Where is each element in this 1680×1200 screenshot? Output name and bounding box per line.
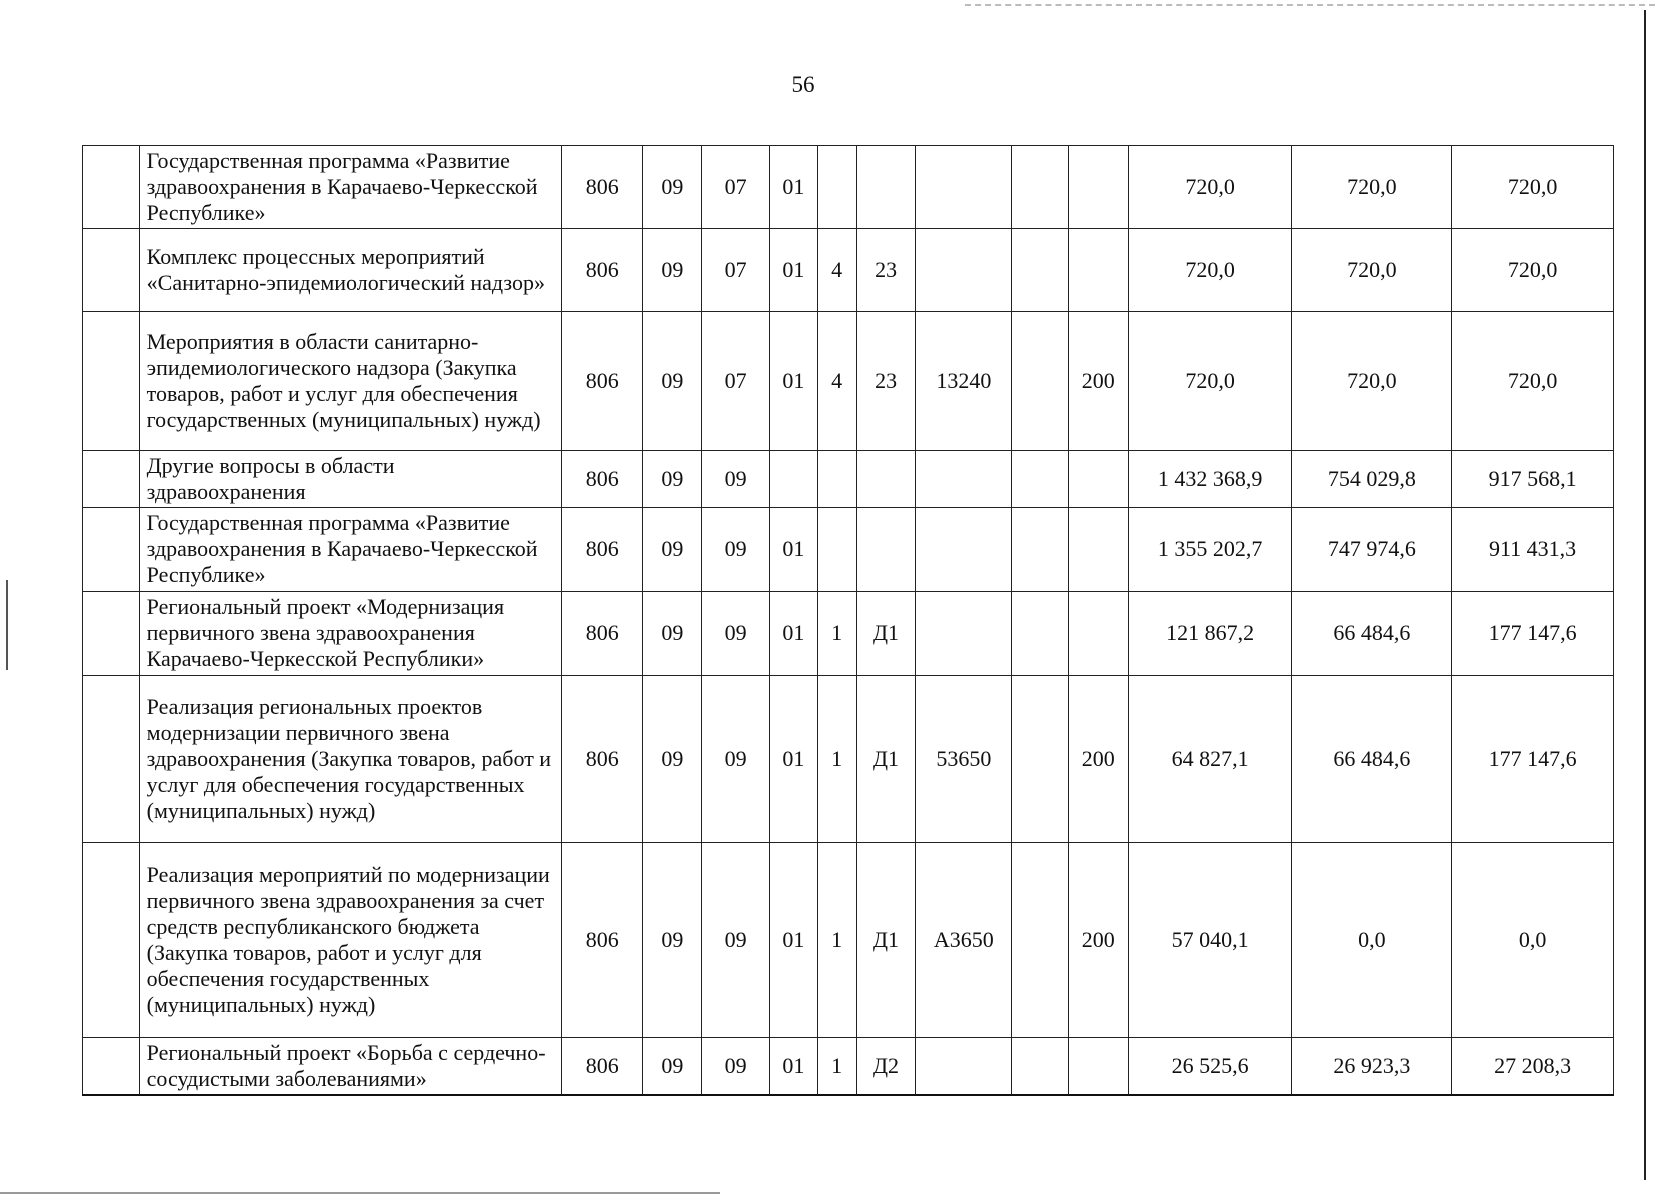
subsection-code: 09 bbox=[702, 451, 770, 508]
item-name: Комплекс процессных мероприятий «Санитарно-эпидемиологический надзор» bbox=[139, 229, 561, 312]
scan-edge-bottom bbox=[0, 1192, 720, 1194]
subprogram-code bbox=[856, 507, 916, 591]
amount-year-2: 66 484,6 bbox=[1292, 675, 1452, 842]
amount-year-1: 720,0 bbox=[1128, 146, 1292, 229]
ministry-code: 806 bbox=[562, 312, 643, 451]
ministry-code: 806 bbox=[562, 675, 643, 842]
ministry-code: 806 bbox=[562, 591, 643, 675]
program-code: 01 bbox=[770, 507, 817, 591]
subprogram-code bbox=[856, 451, 916, 508]
extra-code bbox=[1012, 146, 1069, 229]
ministry-code: 806 bbox=[562, 146, 643, 229]
index-cell bbox=[83, 675, 140, 842]
program-type-code: 1 bbox=[817, 675, 856, 842]
ministry-code: 806 bbox=[562, 229, 643, 312]
extra-code bbox=[1012, 312, 1069, 451]
table-row bbox=[83, 842, 1614, 1037]
program-type-code: 1 bbox=[817, 1037, 856, 1094]
extra-code bbox=[1012, 507, 1069, 591]
page-number: 56 bbox=[791, 72, 815, 97]
subprogram-code: Д2 bbox=[856, 1037, 916, 1094]
amount-year-1: 720,0 bbox=[1128, 229, 1292, 312]
ministry-code: 806 bbox=[562, 507, 643, 591]
index-cell bbox=[83, 1037, 140, 1094]
ministry-code: 806 bbox=[562, 1037, 643, 1094]
amount-year-3: 0,0 bbox=[1452, 842, 1614, 1037]
amount-year-2: 754 029,8 bbox=[1292, 451, 1452, 508]
table-row bbox=[83, 1037, 1614, 1094]
budget-table bbox=[82, 145, 1614, 1096]
expense-type-code bbox=[1068, 146, 1128, 229]
amount-year-1: 121 867,2 bbox=[1128, 591, 1292, 675]
table-row bbox=[83, 146, 1614, 229]
table-row bbox=[83, 591, 1614, 675]
table-row bbox=[83, 675, 1614, 842]
index-cell bbox=[83, 451, 140, 508]
section-code: 09 bbox=[643, 591, 702, 675]
amount-year-3: 177 147,6 bbox=[1452, 591, 1614, 675]
subsection-code: 09 bbox=[702, 591, 770, 675]
extra-code bbox=[1012, 451, 1069, 508]
index-cell bbox=[83, 229, 140, 312]
extra-code bbox=[1012, 229, 1069, 312]
amount-year-2: 720,0 bbox=[1292, 312, 1452, 451]
extra-code bbox=[1012, 842, 1069, 1037]
amount-year-2: 747 974,6 bbox=[1292, 507, 1452, 591]
index-cell bbox=[83, 507, 140, 591]
subsection-code: 07 bbox=[702, 312, 770, 451]
scan-edge-right bbox=[1644, 10, 1646, 1180]
item-name: Другие вопросы в области здравоохранения bbox=[139, 451, 561, 508]
section-code: 09 bbox=[643, 675, 702, 842]
section-code: 09 bbox=[643, 146, 702, 229]
direction-code bbox=[916, 451, 1012, 508]
amount-year-1: 1 432 368,9 bbox=[1128, 451, 1292, 508]
section-code: 09 bbox=[643, 451, 702, 508]
table-row bbox=[83, 312, 1614, 451]
program-code: 01 bbox=[770, 229, 817, 312]
item-name: Государственная программа «Развитие здравоохранения в Карачаево-Черкесской Республике» bbox=[139, 507, 561, 591]
program-type-code bbox=[817, 451, 856, 508]
section-code: 09 bbox=[643, 842, 702, 1037]
amount-year-1: 64 827,1 bbox=[1128, 675, 1292, 842]
subsection-code: 09 bbox=[702, 842, 770, 1037]
item-name: Региональный проект «Модернизация первичного звена здравоохранения Карачаево-Черкесской Республики» bbox=[139, 591, 561, 675]
direction-code bbox=[916, 146, 1012, 229]
program-type-code bbox=[817, 507, 856, 591]
expense-type-code: 200 bbox=[1068, 675, 1128, 842]
direction-code bbox=[916, 229, 1012, 312]
amount-year-2: 720,0 bbox=[1292, 146, 1452, 229]
index-cell bbox=[83, 312, 140, 451]
program-type-code: 1 bbox=[817, 842, 856, 1037]
expense-type-code bbox=[1068, 1037, 1128, 1094]
expense-type-code: 200 bbox=[1068, 312, 1128, 451]
section-code: 09 bbox=[643, 507, 702, 591]
section-code: 09 bbox=[643, 312, 702, 451]
subsection-code: 07 bbox=[702, 146, 770, 229]
program-code: 01 bbox=[770, 675, 817, 842]
section-code: 09 bbox=[643, 229, 702, 312]
program-code: 01 bbox=[770, 312, 817, 451]
table-row bbox=[83, 451, 1614, 508]
scan-edge-top bbox=[965, 4, 1655, 6]
ministry-code: 806 bbox=[562, 451, 643, 508]
amount-year-2: 66 484,6 bbox=[1292, 591, 1452, 675]
extra-code bbox=[1012, 1037, 1069, 1094]
direction-code bbox=[916, 1037, 1012, 1094]
item-name: Региональный проект «Борьба с сердечно-сосудистыми заболеваниями» bbox=[139, 1037, 561, 1094]
program-type-code bbox=[817, 146, 856, 229]
subsection-code: 07 bbox=[702, 229, 770, 312]
subprogram-code: Д1 bbox=[856, 591, 916, 675]
amount-year-1: 720,0 bbox=[1128, 312, 1292, 451]
extra-code bbox=[1012, 591, 1069, 675]
table-row bbox=[83, 229, 1614, 312]
program-type-code: 4 bbox=[817, 312, 856, 451]
ministry-code: 806 bbox=[562, 842, 643, 1037]
amount-year-1: 57 040,1 bbox=[1128, 842, 1292, 1037]
index-cell bbox=[83, 146, 140, 229]
subprogram-code: Д1 bbox=[856, 842, 916, 1037]
direction-code bbox=[916, 507, 1012, 591]
amount-year-3: 917 568,1 bbox=[1452, 451, 1614, 508]
expense-type-code bbox=[1068, 591, 1128, 675]
amount-year-3: 720,0 bbox=[1452, 146, 1614, 229]
amount-year-2: 26 923,3 bbox=[1292, 1037, 1452, 1094]
index-cell bbox=[83, 591, 140, 675]
subprogram-code: Д1 bbox=[856, 675, 916, 842]
subprogram-code bbox=[856, 146, 916, 229]
direction-code: 13240 bbox=[916, 312, 1012, 451]
expense-type-code: 200 bbox=[1068, 842, 1128, 1037]
scan-mark-left bbox=[6, 580, 8, 670]
item-name: Мероприятия в области санитарно-эпидемиологического надзора (Закупка товаров, работ и услуг для обеспечения государственных (муниципальных) нужд) bbox=[139, 312, 561, 451]
program-code: 01 bbox=[770, 842, 817, 1037]
direction-code: 53650 bbox=[916, 675, 1012, 842]
direction-code bbox=[916, 591, 1012, 675]
amount-year-3: 720,0 bbox=[1452, 312, 1614, 451]
amount-year-1: 1 355 202,7 bbox=[1128, 507, 1292, 591]
subprogram-code: 23 bbox=[856, 312, 916, 451]
amount-year-3: 720,0 bbox=[1452, 229, 1614, 312]
subprogram-code: 23 bbox=[856, 229, 916, 312]
item-name: Государственная программа «Развитие здравоохранения в Карачаево-Черкесской Республике» bbox=[139, 146, 561, 229]
amount-year-2: 0,0 bbox=[1292, 842, 1452, 1037]
expense-type-code bbox=[1068, 229, 1128, 312]
expense-type-code bbox=[1068, 451, 1128, 508]
table-row bbox=[83, 507, 1614, 591]
index-cell bbox=[83, 842, 140, 1037]
program-code: 01 bbox=[770, 591, 817, 675]
amount-year-2: 720,0 bbox=[1292, 229, 1452, 312]
expense-type-code bbox=[1068, 507, 1128, 591]
direction-code: А3650 bbox=[916, 842, 1012, 1037]
program-code bbox=[770, 451, 817, 508]
amount-year-1: 26 525,6 bbox=[1128, 1037, 1292, 1094]
subsection-code: 09 bbox=[702, 1037, 770, 1094]
program-type-code: 1 bbox=[817, 591, 856, 675]
amount-year-3: 27 208,3 bbox=[1452, 1037, 1614, 1094]
subsection-code: 09 bbox=[702, 675, 770, 842]
program-type-code: 4 bbox=[817, 229, 856, 312]
amount-year-3: 177 147,6 bbox=[1452, 675, 1614, 842]
subsection-code: 09 bbox=[702, 507, 770, 591]
item-name: Реализация региональных проектов модернизации первичного звена здравоохранения (Закупка товаров, работ и услуг для обеспечения государственных (муниципальных) нужд) bbox=[139, 675, 561, 842]
amount-year-3: 911 431,3 bbox=[1452, 507, 1614, 591]
program-code: 01 bbox=[770, 146, 817, 229]
program-code: 01 bbox=[770, 1037, 817, 1094]
section-code: 09 bbox=[643, 1037, 702, 1094]
item-name: Реализация мероприятий по модернизации первичного звена здравоохранения за счет средств республиканского бюджета (Закупка товаров, работ и услуг для обеспечения государственных (муниципальных) нужд) bbox=[139, 842, 561, 1037]
extra-code bbox=[1012, 675, 1069, 842]
